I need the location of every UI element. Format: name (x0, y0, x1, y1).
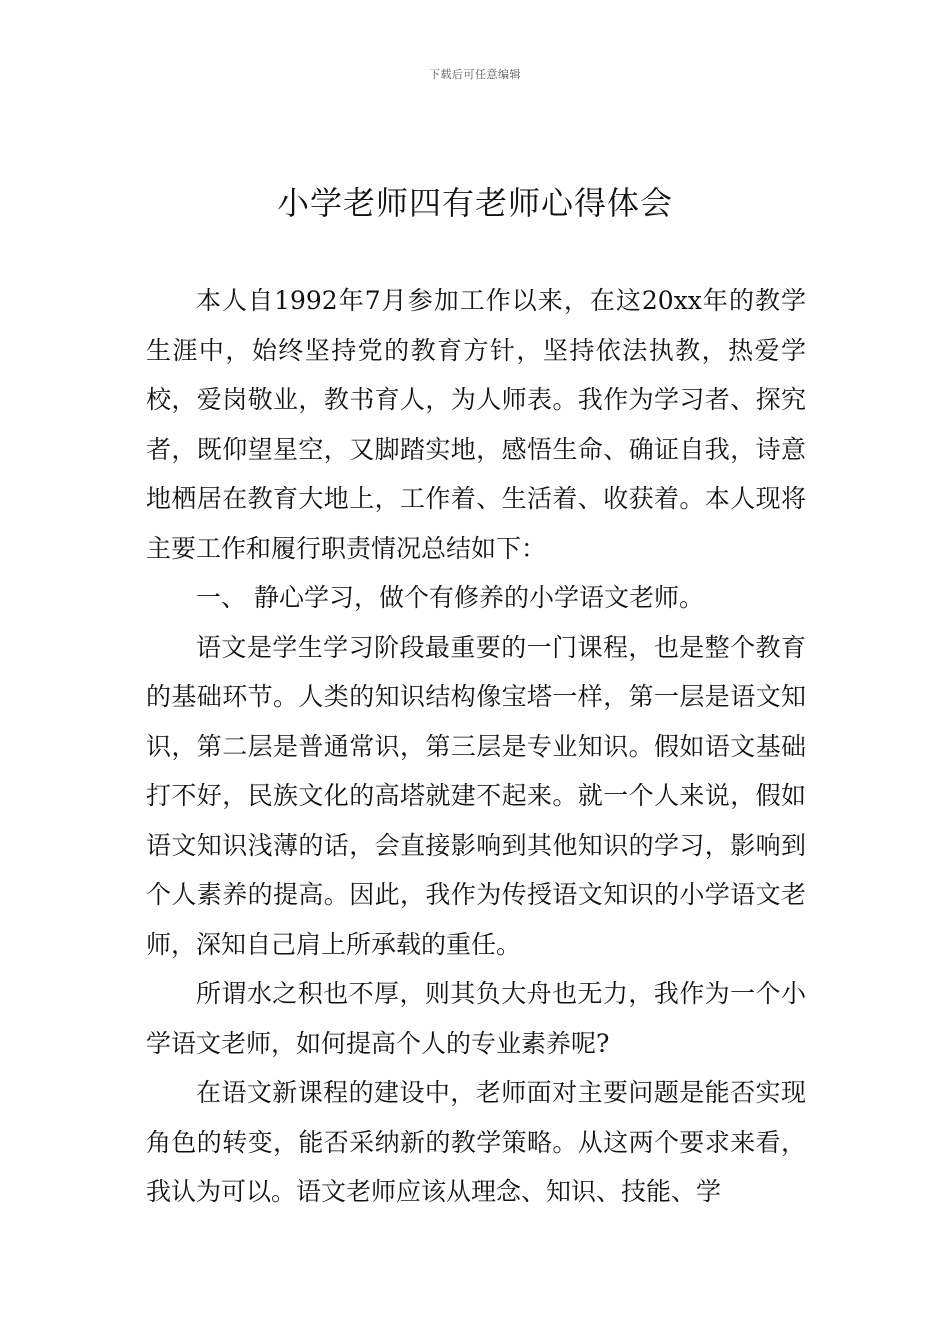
header-note: 下载后可任意编辑 (429, 68, 521, 81)
paragraph-professional-quality: 所谓水之积也不厚，则其负大舟也无力，我作为一个小学语文老师，如何提高个人的专业素养呢? (146, 979, 806, 1058)
paragraph-intro: 本人自1992年7月参加工作以来，在这20xx年的教学生涯中，始终坚持党的教育方针，坚持依法执教，热爱学校，爱岗敬业，教书育人，为人师表。我作为学习者、探究者，既仰望星空，又脚踏实地，感悟生命、确证自我，诗意地栖居在教育大地上，工作着、生活着、收获着。本人现将主要工作和履行职责情况总结如下： (146, 286, 806, 563)
document-body (146, 276, 806, 1217)
paragraph-new-curriculum: 在语文新课程的建设中，老师面对主要问题是能否实现角色的转变，能否采纳新的教学策略。从这两个要求来看，我认为可以。语文老师应该从理念、知识、技能、学 (146, 1078, 806, 1206)
paragraph-chinese-importance: 语文是学生学习阶段最重要的一门课程，也是整个教育的基础环节。人类的知识结构像宝塔一样，第一层是语文知识，第二层是普通常识，第三层是专业知识。假如语文基础打不好，民族文化的高塔就建不起来。就一个人来说，假如语文知识浅薄的话，会直接影响到其他知识的学习，影响到个人素养的提高。因此，我作为传授语文知识的小学语文老师，深知自己肩上所承载的重任。 (146, 632, 806, 959)
document-title: 小学老师四有老师心得体会 (276, 184, 673, 222)
section-heading-one: 一、 静心学习，做个有修养的小学语文老师。 (196, 583, 704, 612)
